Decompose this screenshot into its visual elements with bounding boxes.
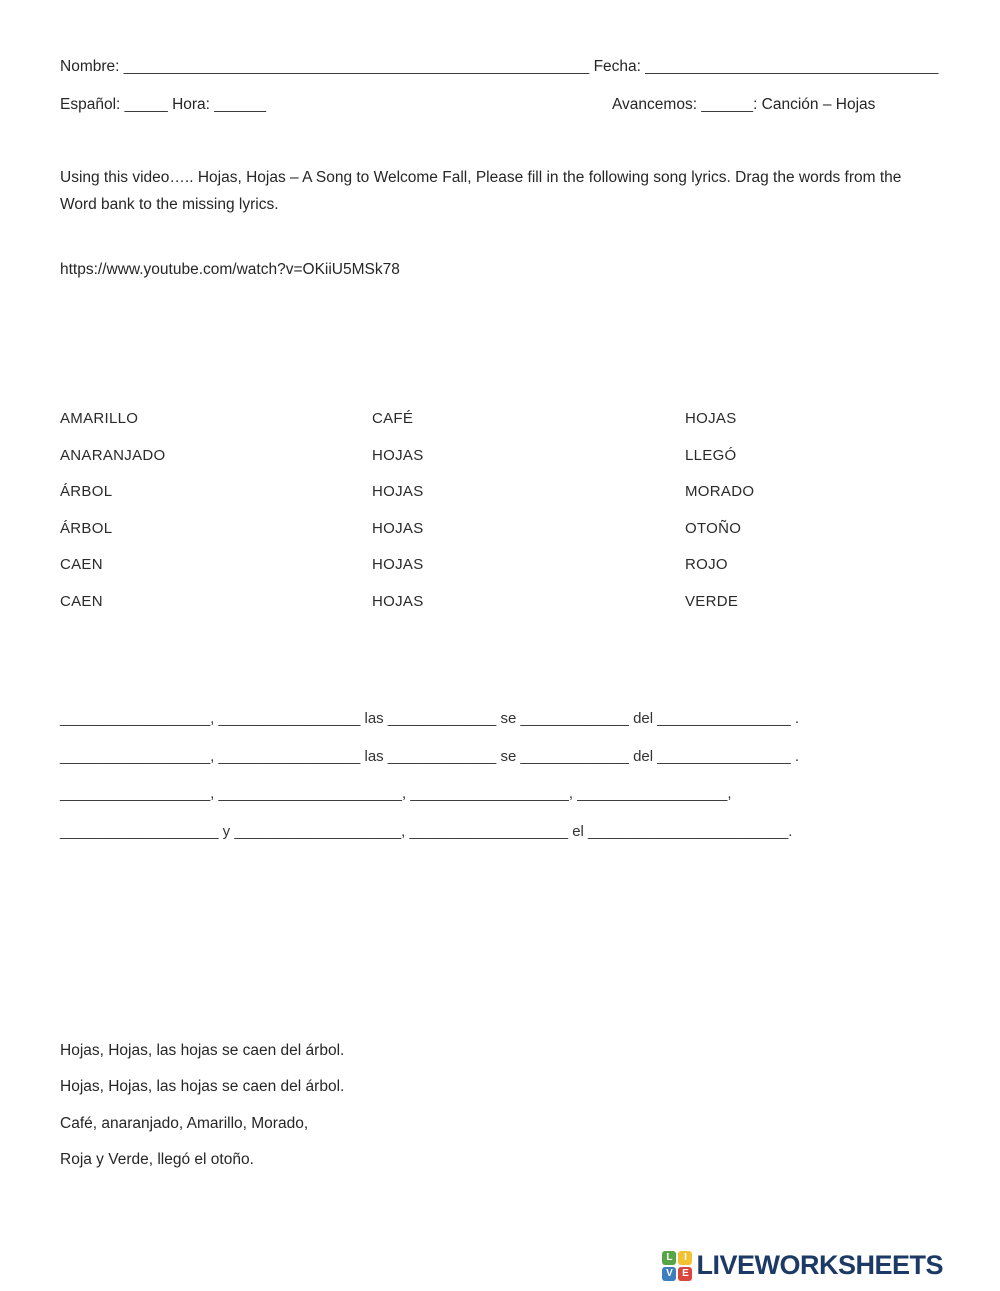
hora-label: Hora: bbox=[172, 96, 210, 113]
word-bank-item[interactable]: ROJO bbox=[685, 556, 728, 574]
espanol-blank-line: _____ bbox=[124, 96, 168, 113]
nombre-label: Nombre: bbox=[60, 58, 120, 75]
logo-tile-i: I bbox=[678, 1251, 692, 1265]
logo-tile-e: E bbox=[678, 1267, 692, 1281]
word-bank-item[interactable]: OTOÑO bbox=[685, 519, 742, 537]
word-bank-item[interactable]: HOJAS bbox=[372, 483, 424, 501]
word-bank-item[interactable]: HOJAS bbox=[372, 592, 424, 610]
header-row-class-info bbox=[60, 96, 942, 114]
liveworksheets-wordmark: LIVEWORKSHEETS bbox=[696, 1250, 943, 1280]
fecha-label: Fecha: bbox=[593, 58, 641, 75]
lyric-line-4: Roja y Verde, llegó el otoño. bbox=[60, 1151, 254, 1169]
word-bank-item[interactable]: ÁRBOL bbox=[60, 483, 113, 501]
word-bank-item[interactable]: LLEGÓ bbox=[685, 446, 737, 464]
lyric-line-3: Café, anaranjado, Amarillo, Morado, bbox=[60, 1114, 309, 1132]
word-bank-item[interactable]: ANARANJADO bbox=[60, 446, 166, 464]
logo-tile-l: L bbox=[662, 1251, 676, 1265]
avancemos-group bbox=[612, 96, 875, 114]
word-bank-item[interactable]: AMARILLO bbox=[60, 410, 139, 427]
word-bank-item[interactable]: CAEN bbox=[60, 556, 103, 574]
avancemos-blank-line: ______ bbox=[701, 96, 754, 113]
video-url[interactable]: https://www.youtube.com/watch?v=OKiiU5MSk78 bbox=[60, 261, 400, 278]
nombre-blank-line: ______________________________________________________ bbox=[123, 58, 590, 75]
word-bank bbox=[60, 410, 942, 630]
liveworksheets-logo[interactable] bbox=[662, 1250, 943, 1281]
fecha-blank-line: __________________________________ bbox=[645, 58, 939, 75]
header-row-name-date bbox=[60, 58, 942, 76]
word-bank-item[interactable]: HOJAS bbox=[372, 556, 424, 574]
word-bank-item[interactable]: MORADO bbox=[685, 483, 755, 501]
word-bank-item[interactable]: HOJAS bbox=[372, 519, 424, 537]
liveworksheets-grid-icon bbox=[662, 1251, 692, 1281]
fill-line-2[interactable]: __________________, _________________ las _____________ se _____________ del ________________ . bbox=[60, 747, 800, 765]
lyric-line-1: Hojas, Hojas, las hojas se caen del árbol. bbox=[60, 1042, 345, 1059]
word-bank-item[interactable]: VERDE bbox=[685, 592, 739, 610]
instructions-text: Using this video….. Hojas, Hojas – A Song to Welcome Fall, Please fill in the following song lyrics. Drag the words from the Word bank to the missing lyrics. bbox=[60, 169, 902, 213]
fill-line-3[interactable]: __________________, ______________________, ___________________, __________________, bbox=[60, 785, 732, 802]
fill-line-4[interactable]: ___________________ y ____________________, ___________________ el ________________________. bbox=[60, 822, 793, 840]
word-bank-item[interactable]: CAEN bbox=[60, 592, 103, 610]
fill-in-lyrics bbox=[60, 700, 942, 850]
avancemos-label: Avancemos: bbox=[612, 96, 698, 113]
logo-tile-v: V bbox=[662, 1267, 676, 1281]
song-lyrics bbox=[60, 1033, 942, 1179]
avancemos-suffix: : Canción – Hojas bbox=[753, 96, 876, 113]
word-bank-item[interactable]: HOJAS bbox=[685, 410, 737, 427]
fill-line-1[interactable]: __________________, _________________ las _____________ se _____________ del ________________ . bbox=[60, 710, 800, 727]
word-bank-item[interactable]: ÁRBOL bbox=[60, 519, 113, 537]
espanol-label: Español: bbox=[60, 96, 121, 113]
word-bank-item[interactable]: HOJAS bbox=[372, 446, 424, 464]
lyric-line-2: Hojas, Hojas, las hojas se caen del árbol. bbox=[60, 1078, 345, 1096]
word-bank-item[interactable]: CAFÉ bbox=[372, 410, 414, 427]
hora-blank-line: ______ bbox=[214, 96, 267, 113]
